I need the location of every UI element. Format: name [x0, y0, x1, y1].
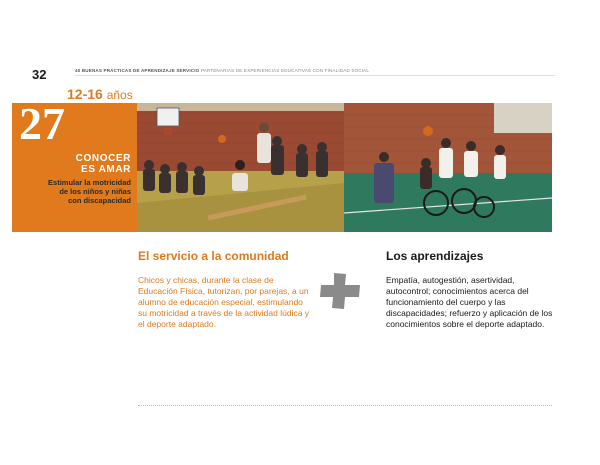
service-body: Chicos y chicas, durante la clase de Educación Física, tutorizan, por parejas, a un alumno de educación especial, estimulando su motricidad a través de la actividad lúdica y el deporte adaptado.: [138, 275, 310, 329]
plus-icon: [318, 271, 362, 311]
project-number: 27: [19, 98, 65, 149]
service-heading: El servicio a la comunidad: [138, 249, 289, 263]
photo-gym-class: [137, 103, 344, 232]
age-range-value: 12-16: [67, 86, 103, 102]
page-number: 32: [32, 67, 47, 82]
project-panel: [12, 98, 137, 232]
running-header: [75, 68, 555, 76]
learning-body: Empatía, autogestión, asertividad, autocontrol; conocimientos acerca del funcionamiento del cuerpo y las discapacidades; refuerzo y aplicación de los conocimientos sobre el deporte adaptado.: [386, 275, 553, 329]
learning-heading: Los aprendizajes: [386, 249, 484, 263]
project-title: [76, 153, 131, 175]
project-title-line2: ES AMAR: [81, 164, 131, 175]
bottom-rule: [138, 405, 552, 406]
project-subtitle: Estimular la motricidad de los niños y niñas con discapacidad: [48, 178, 131, 205]
age-range-unit: años: [106, 88, 133, 102]
photo-wheelchair-basketball: [344, 103, 552, 232]
project-title-line1: CONOCER: [75, 153, 131, 164]
age-range: [67, 86, 133, 102]
running-header-rest: PARTENARIAS DE EXPERIENCIAS EDUCATIVAS CON FINALIDAD SOCIAL: [200, 68, 370, 73]
running-header-bold: 40 BUENAS PRÁCTICAS DE APRENDIZAJE SERVICIO: [75, 68, 200, 73]
